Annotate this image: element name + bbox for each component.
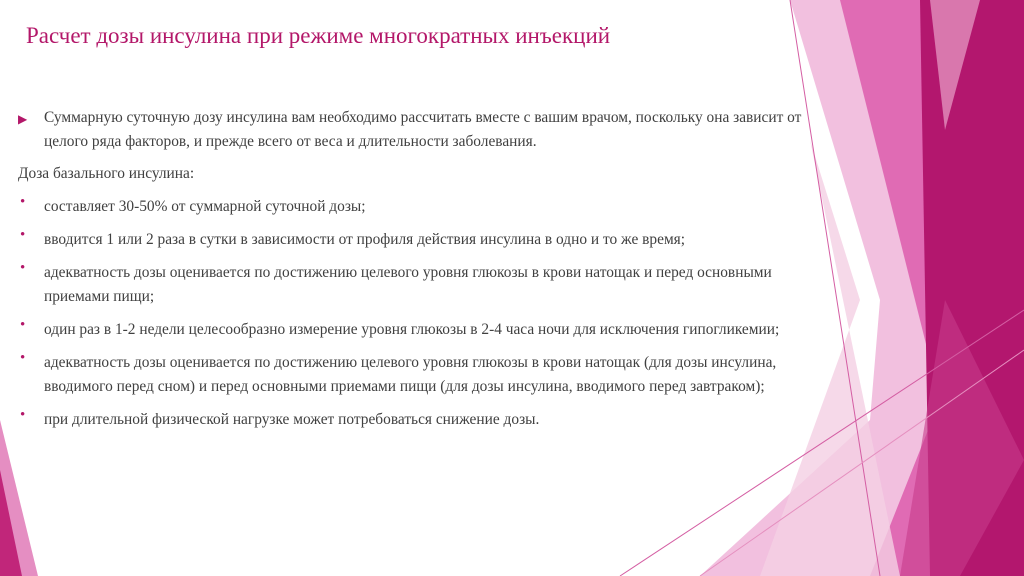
list-item-text: адекватность дозы оценивается по достижению целевого уровня глюкозы в крови натощак и перед основными приемами пищи;	[44, 264, 772, 305]
slide-title: Расчет дозы инсулина при режиме многократных инъекций	[26, 23, 611, 48]
subheading-text: Доза базального инсулина:	[18, 165, 195, 182]
list-item-text: один раз в 1-2 недели целесообразно измерение уровня глюкозы в 2-4 часа ночи для исключения гипогликемии;	[44, 321, 780, 338]
list-item	[18, 261, 818, 309]
dot-bullet-icon: •	[20, 407, 26, 423]
dot-bullet-icon: •	[20, 317, 26, 333]
dot-bullet-icon: •	[20, 194, 26, 210]
dot-bullet-icon: •	[20, 227, 26, 243]
list-item-text: составляет 30-50% от суммарной суточной дозы;	[44, 198, 366, 215]
subheading	[18, 162, 818, 186]
list-item	[18, 318, 818, 342]
list-item-text: адекватность дозы оценивается по достижению целевого уровня глюкозы в крови натощак (для дозы инсулина, вводимого перед сном) и перед основными приемами пищи (для дозы инсулина, вводимого перед завтраком);	[44, 354, 777, 395]
dot-bullet-icon: •	[20, 260, 26, 276]
intro-paragraph	[18, 106, 818, 154]
dot-bullet-icon: •	[20, 350, 26, 366]
slide-body	[18, 106, 818, 441]
list-item	[18, 228, 818, 252]
triangle-bullet-icon: ▶	[18, 112, 28, 126]
intro-text: Суммарную суточную дозу инсулина вам необходимо рассчитать вместе с вашим врачом, поскольку она зависит от целого ряда факторов, и прежде всего от веса и длительности заболевания.	[44, 109, 802, 150]
list-item	[18, 195, 818, 219]
list-item-text: при длительной физической нагрузке может потребоваться снижение дозы.	[44, 411, 540, 428]
list-item-text: вводится 1 или 2 раза в сутки в зависимости от профиля действия инсулина в одно и то же время;	[44, 231, 686, 248]
list-item	[18, 408, 818, 432]
list-item	[18, 351, 818, 399]
